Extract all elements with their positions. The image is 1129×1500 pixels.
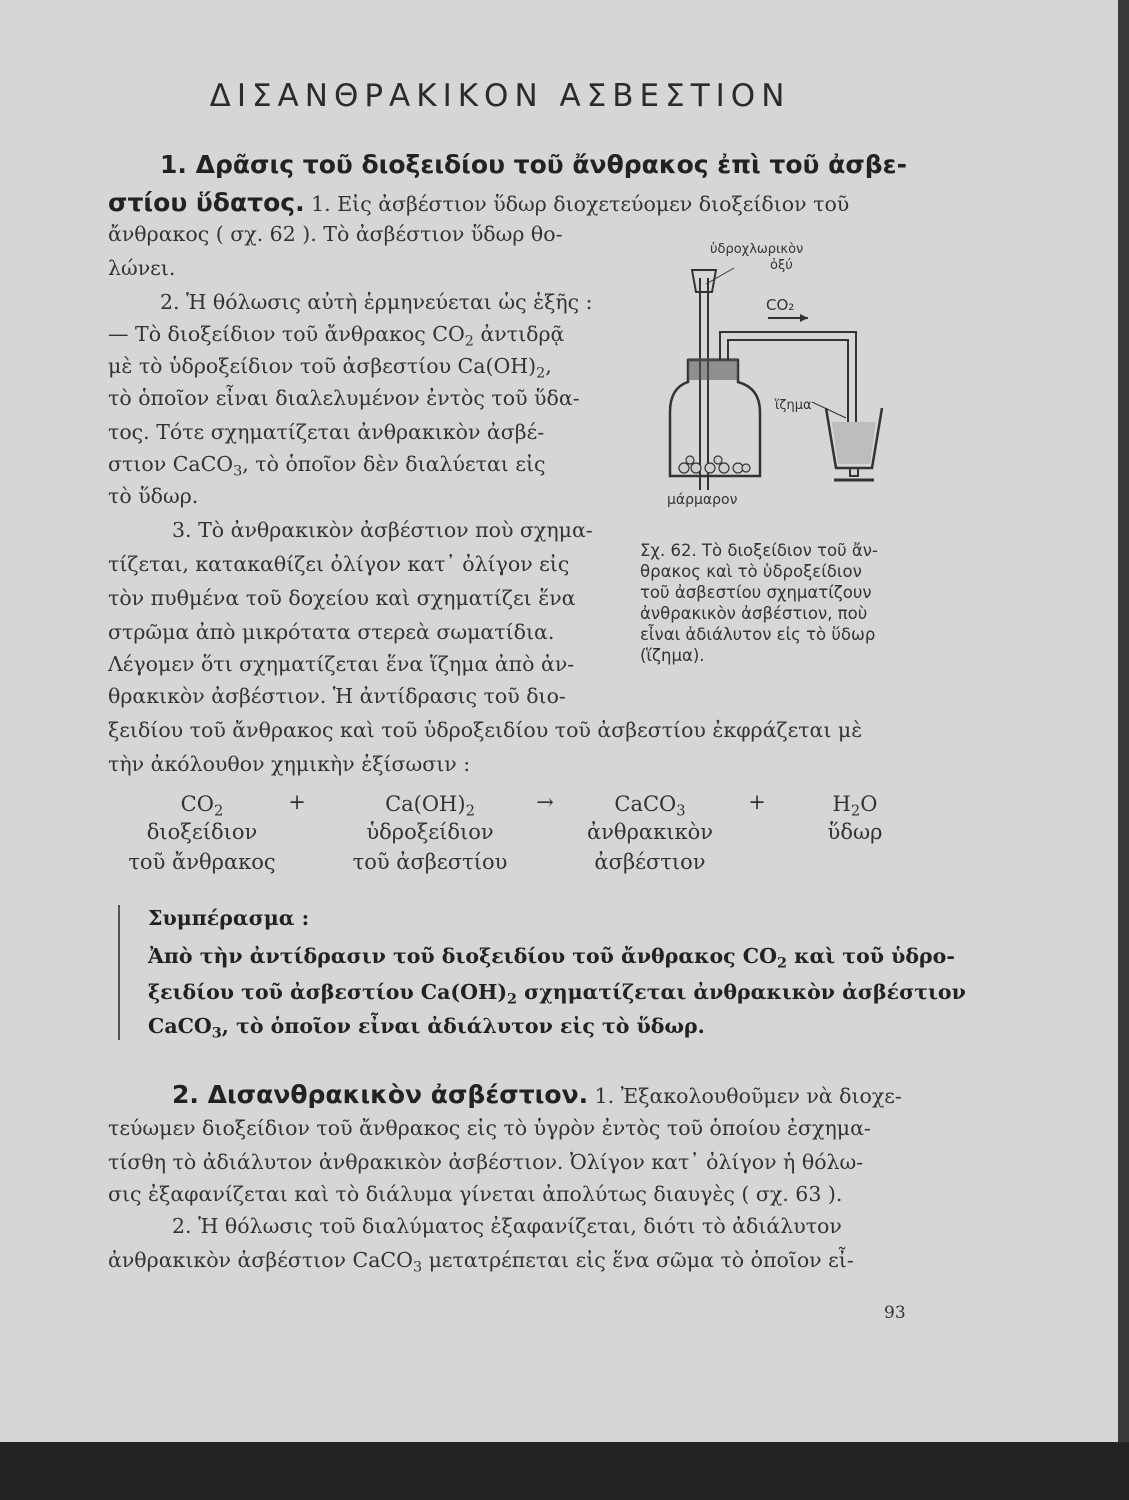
formula: CO <box>180 792 214 816</box>
reaction-arrow: → <box>536 790 554 814</box>
text-line: τεύωμεν διοξείδιον τοῦ ἄνθρακος εἰς τὸ ὑγρὸν ἐντὸς τοῦ ὁποίου ἐσχημα- <box>108 1116 871 1140</box>
equation-term-caoh2 <box>340 792 520 874</box>
conclusion-bar <box>118 905 120 1040</box>
figure-62-apparatus <box>660 250 920 510</box>
subscript: 2 <box>465 802 475 820</box>
subscript: 3 <box>233 463 243 480</box>
text-line <box>108 322 565 350</box>
conclusion-line <box>148 980 966 1008</box>
term-name: ὕδωρ <box>827 820 883 844</box>
text-line <box>108 354 552 382</box>
term-name: ἀσβέστιον <box>594 850 706 874</box>
label-precipitate: ἵζημα <box>775 398 812 413</box>
caption-line: ἀνθρακικὸν ἀσβέστιον, ποὺ <box>640 604 868 623</box>
text-line: τὸ ὁποῖον εἶναι διαλελυμένον ἐντὸς τοῦ ὕδα- <box>108 386 580 410</box>
equation-term-caco3 <box>570 792 730 874</box>
subscript: 2 <box>507 991 518 1008</box>
caption-line: Σχ. 62. Τὸ διοξείδιον τοῦ ἄν- <box>640 541 878 560</box>
text-line: τὸ ὕδωρ. <box>108 484 199 508</box>
text-line: 2. Ἡ θόλωσις αὐτὴ ἑρμηνεύεται ὡς ἑξῆς : <box>160 290 593 314</box>
caption-line: τοῦ ἀσβεστίου σχηματίζουν <box>640 583 872 602</box>
text-line: 2. Ἡ θόλωσις τοῦ διαλύματος ἐξαφανίζεται, διότι τὸ ἀδιάλυτον <box>172 1214 842 1238</box>
subscript: 2 <box>850 802 861 820</box>
text-fragment: Ἀπὸ τὴν ἀντίδρασιν τοῦ διοξειδίου τοῦ ἄνθρακος CO <box>148 944 777 968</box>
text-line: λώνει. <box>108 256 176 280</box>
term-name: ὑδροξείδιον <box>366 820 494 844</box>
text-line: ἄνθρακος ( σχ. 62 ). Τὸ ἀσβέστιον ὕδωρ θο- <box>108 222 563 246</box>
section1-heading-rest: 1. Εἰς ἀσβέστιον ὕδωρ διοχετεύομεν διοξείδιον τοῦ <box>304 192 850 216</box>
subscript: 3 <box>211 1025 222 1042</box>
text-line: τίζεται, κατακαθίζει ὀλίγον κατ᾽ ὀλίγον εἰς <box>108 552 570 576</box>
label-marble: μάρμαρον <box>667 492 738 508</box>
text-fragment: — Τὸ διοξείδιον τοῦ ἄνθρακος CO <box>108 322 465 346</box>
term-name: ἀνθρακικὸν <box>586 820 713 844</box>
text-fragment: καὶ τοῦ ὑδρο- <box>786 944 955 968</box>
text-fragment: ξειδίου τοῦ ἀσβεστίου Ca(OH) <box>148 980 508 1004</box>
page-number: 93 <box>884 1303 906 1323</box>
label-acid-2: ὀξύ <box>770 258 793 273</box>
term-name: τοῦ ἄνθρακος <box>128 850 276 874</box>
text-fragment: , τὸ ὁποῖον εἶναι ἀδιάλυτον εἰς τὸ ὕδωρ. <box>221 1014 705 1038</box>
page-title: ΔΙΣΑΝΘΡΑΚΙΚΟΝ ΑΣΒΕΣΤΙΟΝ <box>209 78 791 114</box>
conclusion-line <box>148 1014 705 1042</box>
scan-bottom-strip <box>0 1442 1129 1500</box>
equation-term-co2 <box>122 792 282 874</box>
formula: Ca(OH) <box>385 792 466 816</box>
section1-heading: 1. Δρᾶσις τοῦ διοξειδίου τοῦ ἄνθρακος ἐπὶ τοῦ ἀσβε- <box>160 150 907 179</box>
formula: H <box>832 792 851 816</box>
page-edge <box>1118 0 1129 1500</box>
term-name: διοξείδιον <box>146 820 258 844</box>
subscript: 2 <box>536 365 546 382</box>
caption-line: θρακος καὶ τὸ ὑδροξείδιον <box>640 562 862 581</box>
formula-tail: O <box>860 792 878 816</box>
text-fragment: , τὸ ὁποῖον δὲν διαλύεται εἰς <box>242 452 546 476</box>
conclusion-heading: Συμπέρασμα : <box>148 906 310 930</box>
text-line: τος. Τότε σχηματίζεται ἀνθρακικὸν ἀσβέ- <box>108 420 545 444</box>
plus-sign: + <box>288 790 306 814</box>
text-line: Λέγομεν ὅτι σχηματίζεται ἕνα ἵζημα ἀπὸ ἀν- <box>108 652 575 676</box>
text-line <box>108 1248 854 1276</box>
section2-heading-line <box>172 1080 902 1109</box>
text-fragment: ἀνθρακικὸν ἀσβέστιον CaCO <box>108 1248 413 1272</box>
text-fragment: μετατρέπεται εἰς ἕνα σῶμα τὸ ὁποῖον εἶ- <box>422 1248 854 1272</box>
section2-heading: 2. Δισανθρακικὸν ἀσβέστιον. <box>172 1080 589 1109</box>
text-fragment: , <box>545 354 552 378</box>
caption-line: εἶναι ἀδιάλυτον εἰς τὸ ὕδωρ <box>640 625 876 644</box>
section1-line <box>108 188 908 217</box>
section2-heading-rest: 1. Ἐξακολουθοῦμεν νὰ διοχε- <box>588 1084 902 1108</box>
text-line: τὸν πυθμένα τοῦ δοχείου καὶ σχηματίζει ἕνα <box>108 586 576 610</box>
conclusion-line <box>148 944 955 972</box>
text-line: τὴν ἀκόλουθον χημικὴν ἐξίσωσιν : <box>108 752 471 776</box>
formula: CaCO <box>614 792 677 816</box>
text-fragment: σχηματίζεται ἀνθρακικὸν ἀσβέστιον <box>517 980 966 1004</box>
text-line: σις ἐξαφανίζεται καὶ τὸ διάλυμα γίνεται ἀπολύτως διαυγὲς ( σχ. 63 ). <box>108 1182 843 1206</box>
caption-line: (ἵζημα). <box>640 646 705 665</box>
equation-term-h2o <box>800 792 910 844</box>
text-line: θρακικὸν ἀσβέστιον. Ἡ ἀντίδρασις τοῦ διο- <box>108 684 566 708</box>
text-fragment: ἀντιδρᾷ <box>473 322 565 346</box>
text-fragment: CaCO <box>148 1014 212 1038</box>
label-hydrochloric-acid: ὑδροχλωρικὸν <box>710 242 804 257</box>
text-line: στρῶμα ἀπὸ μικρότατα στερεὰ σωματίδια. <box>108 620 555 644</box>
text-fragment: μὲ τὸ ὑδροξείδιον τοῦ ἀσβεστίου Ca(OH) <box>108 354 537 378</box>
section1-heading-part2: στίου ὕδατος. <box>108 188 305 217</box>
figure-62-caption <box>640 540 908 666</box>
text-line <box>108 452 546 480</box>
text-line: τίσθη τὸ ἀδιάλυτον ἀνθρακικὸν ἀσβέστιον. Ὀλίγον κατ᾽ ὀλίγον ἡ θόλω- <box>108 1150 864 1174</box>
text-fragment: στιον CaCO <box>108 452 234 476</box>
term-name: τοῦ ἀσβεστίου <box>352 850 508 874</box>
text-line: 3. Τὸ ἀνθρακικὸν ἀσβέστιον ποὺ σχημα- <box>172 518 593 542</box>
subscript: 3 <box>412 1259 423 1276</box>
text-line: ξειδίου τοῦ ἄνθρακος καὶ τοῦ ὑδροξειδίου τοῦ ἀσβεστίου ἐκφράζεται μὲ <box>108 718 863 742</box>
subscript: 2 <box>213 802 224 820</box>
subscript: 2 <box>464 333 474 350</box>
subscript: 3 <box>676 802 686 820</box>
subscript: 2 <box>776 955 787 972</box>
label-co2: CO₂ <box>766 296 795 314</box>
plus-sign: + <box>748 790 766 814</box>
